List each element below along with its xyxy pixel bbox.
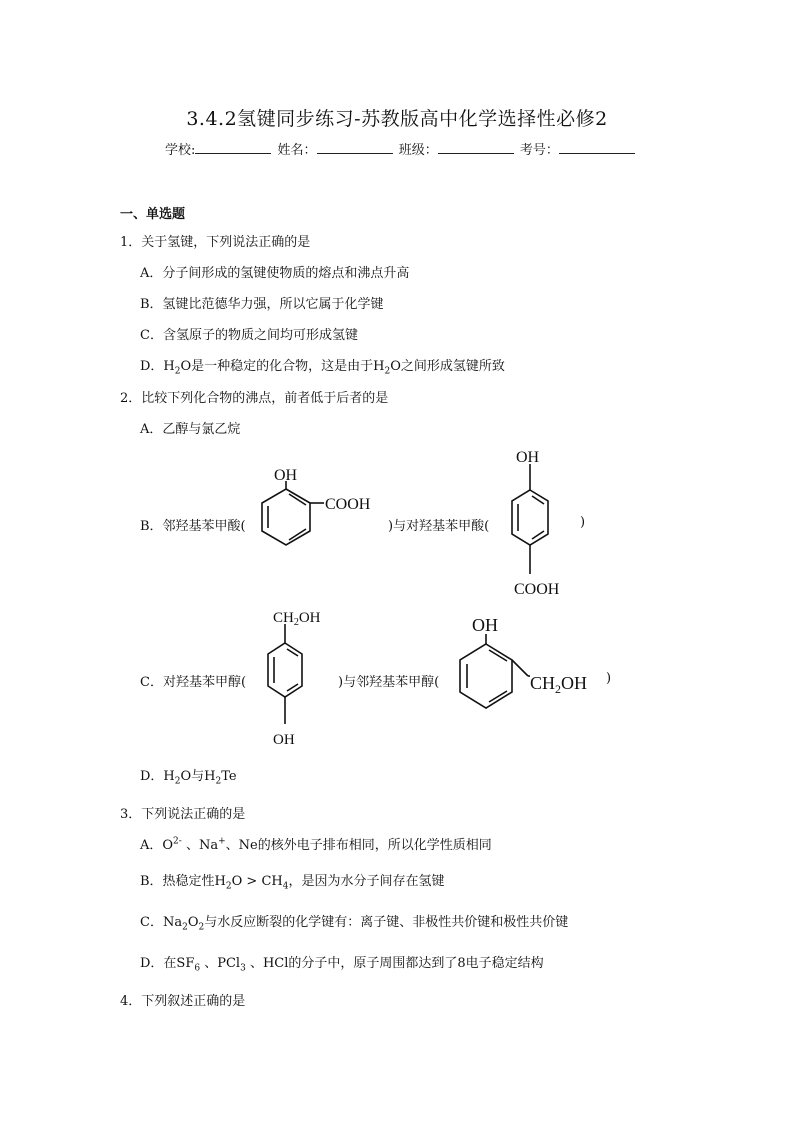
q2-d-sub: 2 (174, 776, 181, 787)
q4-stem: 4．下列叙述正确的是 (120, 994, 246, 1009)
q3-stem: 3．下列说法正确的是 (120, 807, 246, 822)
name-blank[interactable] (317, 141, 393, 154)
q3-c-pre: C．Na (140, 915, 183, 930)
q3-a-sup2: + (218, 836, 226, 847)
q2-option-c-prefix: C．对羟基苯甲醇( (140, 675, 247, 690)
q1-d-sub: 2 (174, 366, 181, 377)
q1-d-sub-b: 2 (384, 366, 391, 377)
student-info-row (165, 139, 637, 158)
q2-d-post: Te (221, 769, 237, 784)
oh-label: OH (273, 732, 295, 748)
q1-d-pre: D．H (140, 359, 175, 374)
para-hydroxybenzyl-alcohol-structure (245, 606, 340, 751)
class-blank[interactable] (438, 141, 514, 154)
q3-c-post: 与水反应断裂的化学键有：离子键、非极性共价键和极性共价键 (204, 915, 569, 930)
number-blank[interactable] (559, 141, 635, 154)
q1-d-mid: O是一种稳定的化合物，这是由于H (180, 359, 385, 374)
q3-b-sub4: 4 (282, 881, 289, 892)
ortho-hydroxybenzyl-alcohol-structure (440, 612, 610, 747)
q1-d-post: O之间形成氢键所致 (390, 359, 505, 374)
q3-c-sub2-b: 2 (198, 922, 205, 933)
q2-option-d (140, 765, 237, 787)
q3-b-sub2: 2 (225, 881, 232, 892)
q2-stem: 2．比较下列化合物的沸点，前者低于后者的是 (120, 391, 389, 406)
page-title: 3.4.2氢键同步练习-苏教版高中化学选择性必修2 (186, 108, 608, 130)
q3-a-pre: A．O (140, 838, 174, 853)
q1-option-a: A．分子间形成的氢键使物质的熔点和沸点升高 (140, 266, 410, 281)
q3-a-post: 、Ne的核外电子排布相同，所以化学性质相同 (225, 838, 492, 853)
cooh-label: COOH (514, 581, 560, 598)
q3-d-post: 、HCl的分子中，原子周围都达到了8电子稳定结构 (245, 956, 544, 971)
school-label: 学校: (165, 143, 196, 158)
class-label: 班级： (398, 143, 438, 158)
number-label: 考号： (519, 143, 559, 158)
q3-c-sub2: 2 (182, 922, 188, 933)
q2-option-c-suffix: ) (606, 671, 612, 686)
q2-option-c-middle: )与邻羟基苯甲醇( (338, 675, 440, 690)
para-hydroxybenzoic-acid-structure (490, 444, 580, 604)
q1-stem: 1．关于氢键，下列说法正确的是 (120, 235, 311, 250)
q3-a-sup1: 2- (173, 836, 182, 847)
q1-option-d (140, 355, 505, 377)
section-heading: 一、单选题 (120, 207, 186, 222)
q3-c-mid: O (187, 915, 199, 930)
q1-option-c: C．含氢原子的物质之间均可形成氢键 (140, 328, 358, 343)
ortho-hydroxybenzoic-acid-structure (248, 465, 388, 575)
q3-option-d (140, 952, 544, 974)
oh-label: OH (516, 449, 540, 466)
q3-b-post: ，是因为水分子间存在氢键 (288, 874, 445, 889)
q3-d-mid: 、PCl (200, 956, 241, 971)
q2-option-b-middle: )与对羟基苯甲酸( (388, 519, 490, 534)
ch2oh-label: $CH_2OH$ (530, 673, 588, 696)
q3-option-c (140, 911, 568, 933)
q3-b-mid: O > CH (231, 874, 283, 889)
school-blank[interactable] (195, 141, 271, 154)
q3-option-a (140, 834, 492, 853)
ch2oh-label: $CH_2OH$ (273, 610, 321, 628)
q2-option-b-suffix: ) (580, 515, 586, 530)
name-label: 姓名： (277, 143, 317, 158)
q3-option-b (140, 870, 444, 892)
q2-d-sub-b: 2 (215, 776, 222, 787)
q3-d-sub6: 6 (194, 963, 201, 974)
oh-label: OH (472, 615, 498, 635)
oh-label: OH (274, 467, 298, 484)
cooh-label: COOH (325, 496, 371, 513)
q1-option-b: B．氢键比范德华力强，所以它属于化学键 (140, 297, 384, 312)
q2-option-b-prefix: B．邻羟基苯甲酸( (140, 519, 246, 534)
q2-option-a: A．乙醇与氯乙烷 (140, 422, 241, 437)
q3-d-pre: D．在SF (140, 956, 195, 971)
q2-d-mid: O与H (180, 769, 216, 784)
q3-a-mid: 、Na (181, 838, 219, 853)
q3-d-sub3: 3 (240, 963, 246, 974)
q2-d-pre: D．H (140, 769, 175, 784)
q3-b-pre: B．热稳定性H (140, 874, 226, 889)
